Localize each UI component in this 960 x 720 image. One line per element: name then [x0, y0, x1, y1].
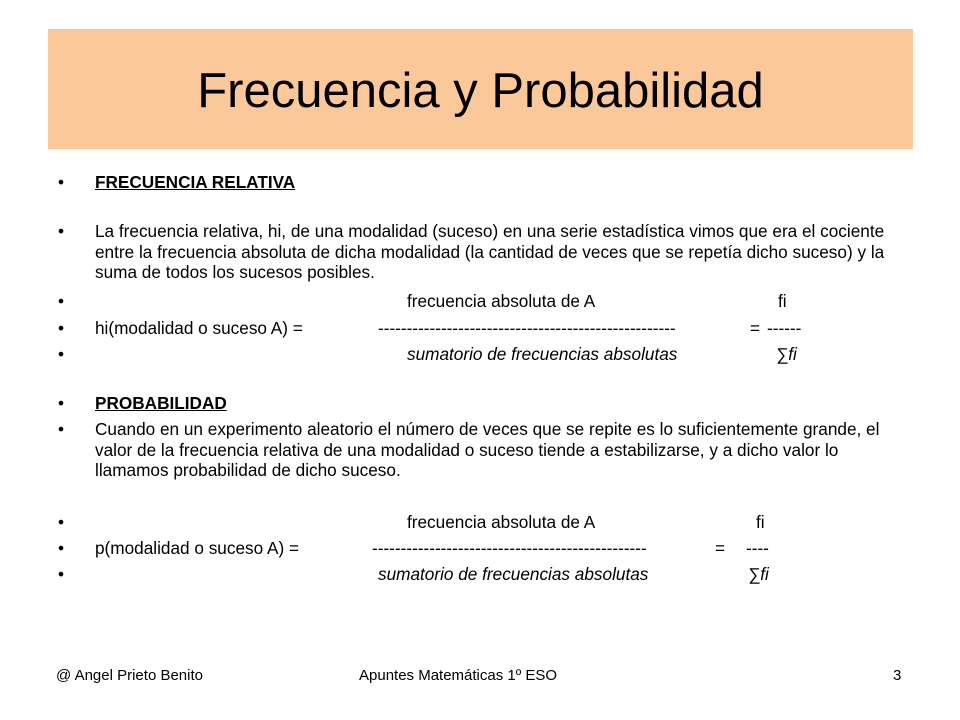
bullet: •: [58, 564, 65, 584]
footer-author: @ Angel Prieto Benito: [56, 667, 203, 684]
formula2-denominator-short: ∑fi: [748, 564, 769, 584]
formula2-fraction-bar: ------------------------------------------------: [372, 538, 647, 558]
formula1-lhs: hi(modalidad o suceso A) =: [95, 318, 303, 338]
bullet: •: [58, 221, 65, 241]
bullet: •: [58, 538, 65, 558]
formula1-denominator-short: ∑fi: [776, 344, 797, 364]
formula2-numerator: frecuencia absoluta de A: [407, 512, 596, 532]
bullet: •: [58, 344, 65, 364]
formula1-denominator: sumatorio de frecuencias absolutas: [407, 344, 678, 364]
formula1-fraction-bar: ----------------------------------------------------: [378, 318, 676, 338]
bullet: •: [58, 291, 65, 311]
bullet: •: [58, 172, 65, 192]
bullet: •: [58, 419, 65, 439]
heading-probabilidad: PROBABILIDAD: [95, 393, 227, 413]
formula1-short-bar: ------: [767, 318, 802, 338]
slide-title: Frecuencia y Probabilidad: [197, 64, 764, 118]
formula2-short-bar: ----: [746, 538, 769, 558]
title-band: [48, 29, 913, 149]
formula2-numerator-short: fi: [756, 512, 765, 532]
paragraph-frecuencia-relativa: La frecuencia relativa, hi, de una modalidad (suceso) en una serie estadística vimos que era el cociente entre la frecuencia absoluta de dicha modalidad (la cantidad de veces que se repetía dicho suceso) y la suma de todos los sucesos posibles.: [95, 221, 885, 282]
formula2-lhs: p(modalidad o suceso A) =: [95, 538, 299, 558]
formula1-equals: =: [750, 318, 761, 338]
bullet: •: [58, 393, 65, 413]
formula1-numerator-short: fi: [778, 291, 787, 311]
formula1-numerator: frecuencia absoluta de A: [407, 291, 596, 311]
bullet: •: [58, 512, 65, 532]
formula2-equals: =: [715, 538, 726, 558]
paragraph-probabilidad: Cuando en un experimento aleatorio el número de veces que se repite es lo suficientemente grande, el valor de la frecuencia relativa de una modalidad o suceso tiende a estabilizarse, y a dicho valor lo llamamos probabilidad de dicho suceso.: [95, 419, 880, 480]
footer-page-number: 3: [893, 667, 902, 684]
formula2-denominator: sumatorio de frecuencias absolutas: [378, 564, 649, 584]
footer-course: Apuntes Matemáticas 1º ESO: [359, 667, 558, 684]
heading-frecuencia-relativa: FRECUENCIA RELATIVA: [95, 172, 296, 192]
bullet: •: [58, 318, 65, 338]
